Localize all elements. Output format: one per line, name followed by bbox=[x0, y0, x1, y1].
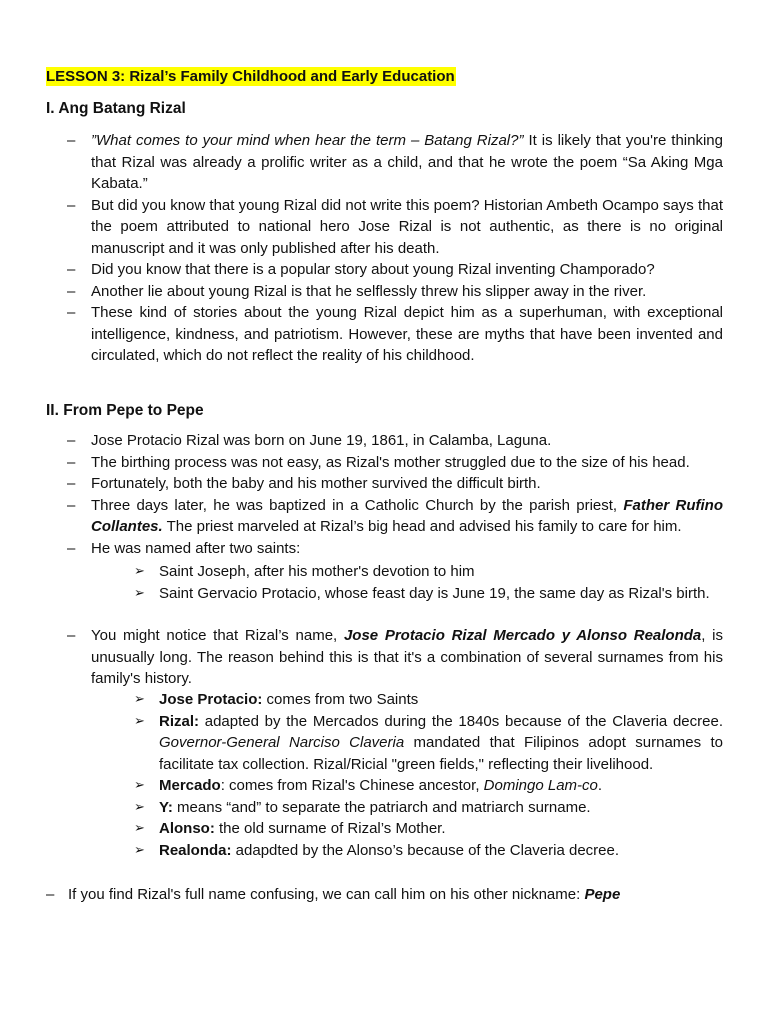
priest-name: Father Rufino Collantes. bbox=[91, 496, 723, 535]
list-item: ➢ Saint Gervacio Protacio, whose feast day is June 19, the same day as Rizal's birth. bbox=[46, 583, 723, 605]
list-item: ➢ Alonso: the old surname of Rizal’s Mother. bbox=[46, 818, 723, 840]
list-item: – Jose Protacio Rizal was born on June 19, 1861, in Calamba, Laguna. bbox=[46, 430, 723, 452]
list-item: – Fortunately, both the baby and his mother survived the difficult birth. bbox=[46, 473, 723, 495]
full-name-list bbox=[46, 625, 723, 690]
list-item: ➢ Y: means “and” to separate the patriarch and matriarch surname. bbox=[46, 797, 723, 819]
list-item: – Another lie about young Rizal is that he selflessly threw his slipper away in the river. bbox=[46, 281, 723, 303]
full-name: Jose Protacio Rizal Mercado y Alonso Realonda bbox=[343, 627, 702, 644]
pepe-list bbox=[46, 430, 723, 559]
batang-rizal-list bbox=[46, 130, 723, 367]
section-heading-batang-rizal: I. Ang Batang Rizal bbox=[46, 100, 186, 117]
list-item: – You might notice that Rizal’s name, Jose Protacio Rizal Mercado y Alonso Realonda, is unusually long. The reason behind this is that it's a combination of several surnames from his family's history. bbox=[46, 625, 723, 690]
list-item: ➢ Saint Joseph, after his mother's devotion to him bbox=[46, 561, 723, 583]
name-parts-list bbox=[46, 689, 723, 861]
list-item: ➢ Jose Protacio: comes from two Saints bbox=[46, 689, 723, 711]
list-item: ➢ Realonda: adapdted by the Alonso’s because of the Claveria decree. bbox=[46, 840, 723, 862]
list-item: ➢ Mercado: comes from Rizal's Chinese ancestor, Domingo Lam-co. bbox=[46, 775, 723, 797]
lesson-title: LESSON 3: Rizal’s Family Childhood and Early Education bbox=[46, 68, 455, 85]
list-item: – Did you know that there is a popular story about young Rizal inventing Champorado? bbox=[46, 259, 723, 281]
list-item: – But did you know that young Rizal did not write this poem? Historian Ambeth Ocampo says that the poem attributed to national hero Jose Rizal is not authentic, as there is no original manuscript and it was only published after his death. bbox=[46, 195, 723, 260]
dash-bullet: – bbox=[46, 886, 55, 903]
list-item: ➢ Rizal: adapted by the Mercados during the 1840s because of the Claveria decree. Governor-General Narciso Claveria mandated that Filipinos adopt surnames to facilitate tax collection. Rizal/Ricial "green fields," reflecting their livelihood. bbox=[46, 711, 723, 776]
list-item: – These kind of stories about the young Rizal depict him as a superhuman, with exceptional intelligence, kindness, and patriotism. However, these are myths that have been invented and circulated, which do not reflect the reality of his childhood. bbox=[46, 302, 723, 367]
list-item: – He was named after two saints: bbox=[46, 538, 723, 560]
list-item: – The birthing process was not easy, as Rizal's mother struggled due to the size of his head. bbox=[46, 452, 723, 474]
list-item: – ”What comes to your mind when hear the term – Batang Rizal?” It is likely that you're thinking that Rizal was already a prolific writer as a child, and that he wrote the poem “Sa Aking Mga Kabata.” bbox=[46, 130, 723, 195]
closing-line: – If you find Rizal's full name confusing, we can call him on his other nickname: Pepe bbox=[46, 884, 723, 906]
section-heading-pepe: II. From Pepe to Pepe bbox=[46, 402, 204, 419]
saints-list bbox=[46, 561, 723, 604]
list-item: – Three days later, he was baptized in a Catholic Church by the parish priest, Father Rufino Collantes. The priest marveled at Rizal’s big head and advised his family to care for him. bbox=[46, 495, 723, 538]
nickname: Pepe bbox=[584, 886, 621, 903]
